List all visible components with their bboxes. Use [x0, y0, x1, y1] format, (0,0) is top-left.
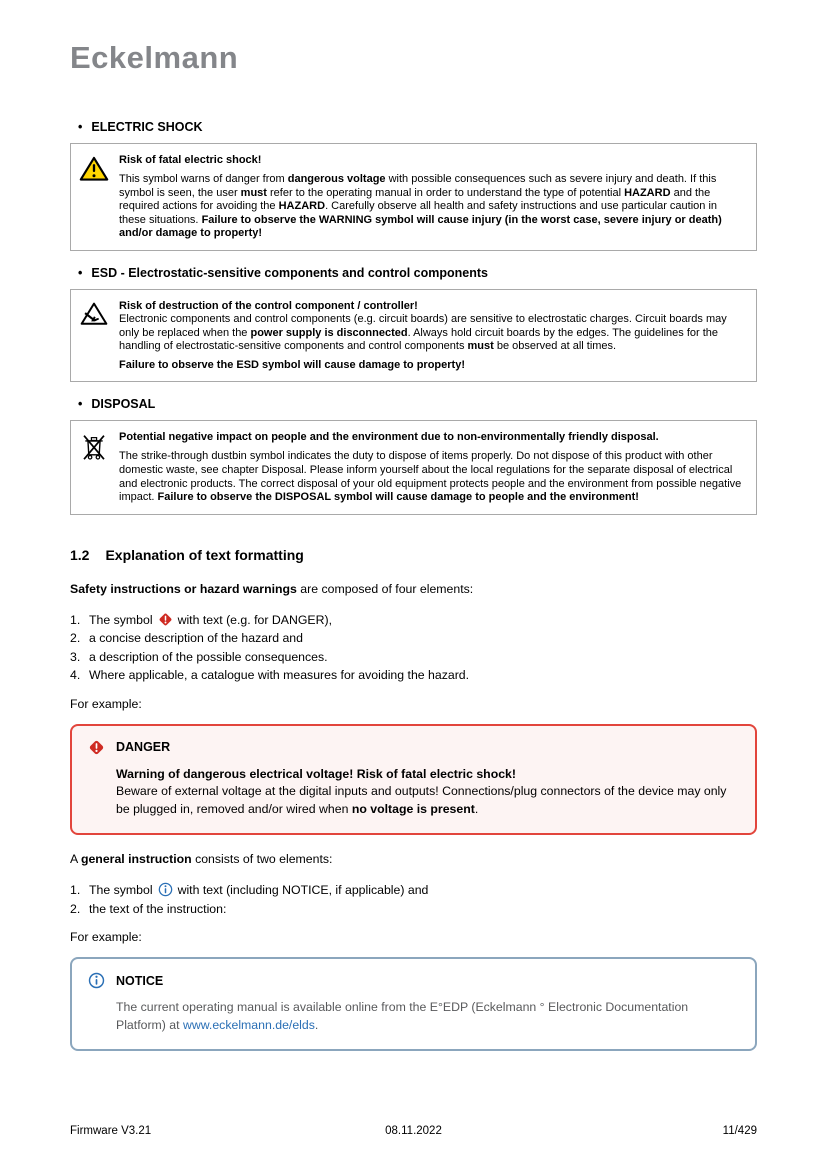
danger-headline: Warning of dangerous electrical voltage! Risk of fatal electric shock! — [116, 766, 516, 781]
for-example-label: For example: — [70, 696, 142, 711]
danger-text: Beware of external voltage at the digital inputs and outputs! Connections/plug connectors of the device may only be plugged in, removed and/or wired when no voltage is present. — [116, 784, 727, 816]
notice-example-box — [70, 957, 757, 1051]
disposal-warning-box — [70, 420, 757, 514]
notice-body: The current operating manual is available online from the E°EDP (Eckelmann ° Electronic Documentation Platform) at www.eckelmann.de/elds. — [116, 1000, 689, 1032]
box-body: Electronic components and control components (e.g. circuit boards) are sensitive to electrostatic charges. Circuit boards may only be replaced when the power supply is disconnected. Always hold circuit boards by the edges. The guidelines for the handling of electrostatic-sensitive components and control components must be observed at all times. — [119, 312, 727, 353]
list-item: 1. The symbol with text (including NOTICE, if applicable) and — [70, 881, 757, 900]
esd-triangle-icon — [78, 299, 110, 372]
danger-diamond-icon — [158, 611, 173, 630]
notice-label: NOTICE — [116, 973, 164, 988]
eckelmann-elds-link[interactable]: www.eckelmann.de/elds — [182, 1017, 315, 1032]
danger-label: DANGER — [116, 740, 171, 755]
box-title: Potential negative impact on people and the environment due to non-environmentally friendly disposal. — [119, 431, 659, 444]
electric-shock-warning-box — [70, 143, 757, 251]
info-circle-icon — [158, 881, 173, 900]
list-item: 2. a concise description of the hazard and — [70, 631, 303, 646]
box-title: Risk of fatal electric shock! — [119, 154, 262, 166]
hazard-elements-list — [70, 611, 757, 685]
list-item: 4. Where applicable, a catalogue with measures for avoiding the hazard. — [70, 668, 470, 683]
intro-paragraph: Safety instructions or hazard warnings are composed of four elements: — [70, 581, 474, 596]
danger-header — [88, 739, 737, 756]
disposal-bin-icon — [78, 430, 110, 504]
box-body: The strike-through dustbin symbol indicates the duty to dispose of items properly. Do not dispose of this product with other domestic waste, see chapter Disposal. Please inform yourself about the local regulations for the separate disposal of electrical and electronic products. The correct disposal of your old equipment protects people and the environment from possible negative impact. Failure to observe the DISPOSAL symbol will cause damage to people and the environment! — [119, 450, 742, 504]
footer-page-number: 11/429 — [722, 1125, 757, 1137]
list-item: 2. the text of the instruction: — [70, 901, 227, 916]
section-title: Explanation of text formatting — [105, 546, 304, 563]
notice-header — [88, 972, 737, 989]
danger-diamond-icon — [88, 739, 105, 756]
disposal-text — [119, 430, 746, 504]
warning-triangle-icon — [78, 153, 110, 241]
footer-firmware-version: Firmware V3.21 — [70, 1125, 152, 1137]
general-instruction-paragraph: A general instruction consists of two elements: — [70, 852, 333, 867]
list-item: 3. a description of the possible consequences. — [70, 649, 328, 664]
page-footer — [70, 1125, 757, 1137]
box-body: This symbol warns of danger from dangerous voltage with possible consequences such as severe injury and death. If this symbol is seen, the user must refer to the operating manual in order to understand the type of potential HAZARD and the required actions for avoiding the HAZARD. Carefully observe all health and safety instructions and use particular caution in these situations. Failure to observe the WARNING symbol will cause injury (in the worst case, severe injury or death) and/or damage to property! — [119, 173, 722, 240]
esd-warning-box — [70, 289, 757, 382]
heading-disposal: • DISPOSAL — [78, 397, 757, 411]
box-title: Risk of destruction of the control component / controller! — [119, 299, 418, 312]
danger-example-box — [70, 724, 757, 836]
esd-text — [119, 299, 746, 372]
danger-body — [116, 766, 737, 819]
heading-esd: • ESD - Electrostatic-sensitive components and control components — [78, 266, 757, 280]
for-example-label: For example: — [70, 930, 142, 945]
section-number: 1.2 — [70, 546, 90, 563]
company-logo: Eckelmann — [70, 40, 239, 75]
list-item: 1. The symbol with text (e.g. for DANGER), — [70, 611, 757, 630]
box-footer: Failure to observe the ESD symbol will cause damage to property! — [119, 358, 465, 371]
section-heading — [70, 547, 757, 563]
electric-shock-text — [119, 153, 746, 241]
info-circle-icon — [88, 972, 105, 989]
general-elements-list — [70, 881, 757, 918]
heading-electric-shock: • ELECTRIC SHOCK — [78, 120, 757, 134]
footer-date: 08.11.2022 — [385, 1125, 442, 1137]
